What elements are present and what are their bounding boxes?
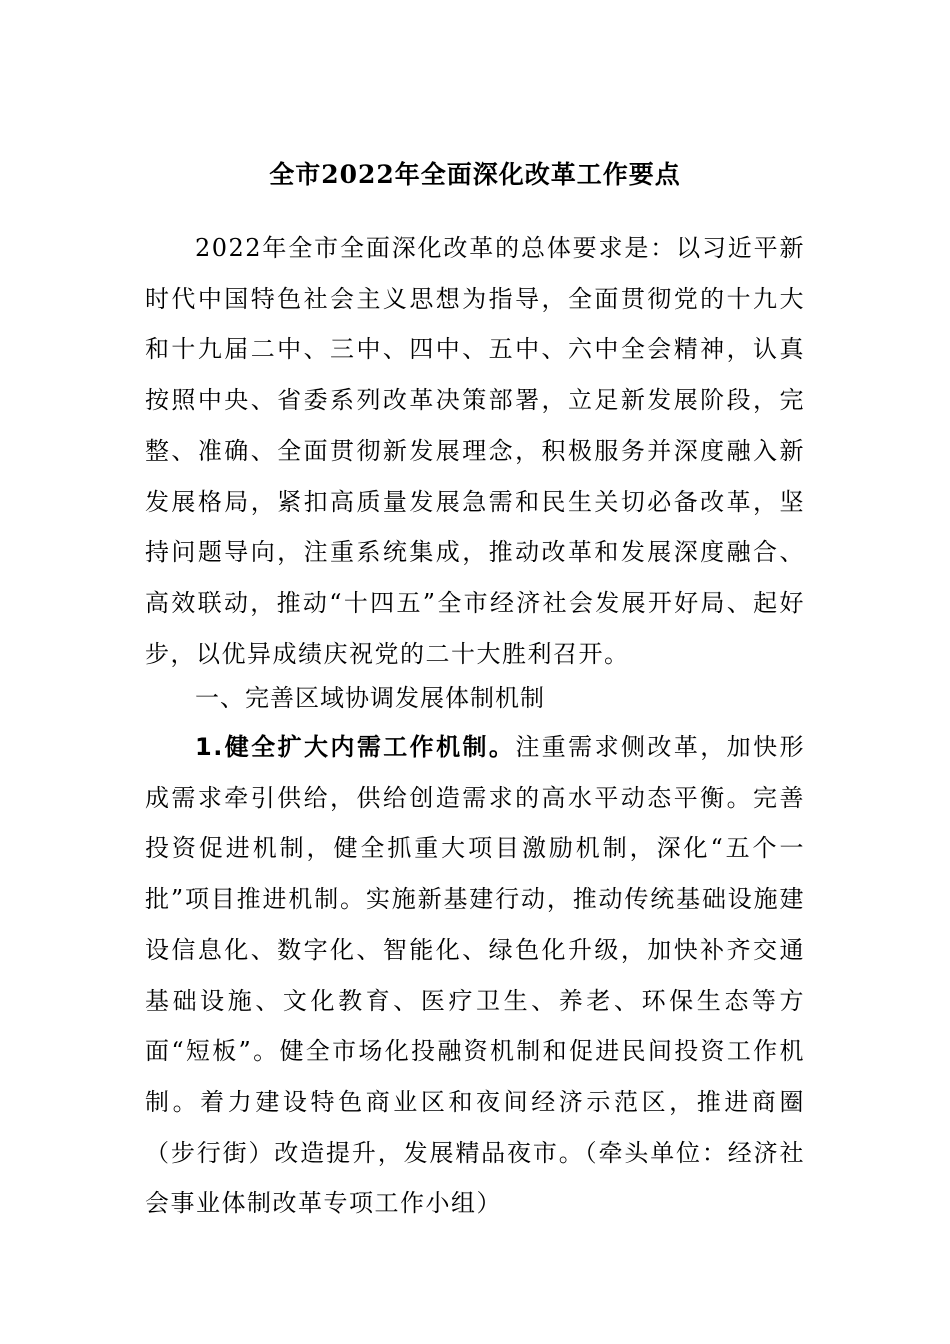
item-body: 注重需求侧改革，加快形成需求牵引供给，供给创造需求的高水平动态平衡。完善投资促进机制，健全抓重大项目激励机制，深化“五个一批”项目推进机制。实施新基建行动，推动传统基础设施建设信息化、数字化、智能化、绿色化升级，加快补齐交通基础设施、文化教育、医疗卫生、养老、环保生态等方面“短板”。健全市场化投融资机制和促进民间投资工作机制。着力建设特色商业区和夜间经济示范区，推进商圈（步行街）改造提升，发展精品夜市。（牵头单位：经济社会事业体制改革专项工作小组） [145,733,805,1218]
section-heading: 一、完善区域协调发展体制机制 [195,684,545,712]
item-paragraph [145,722,805,1229]
item-lead: 1.健全扩大内需工作机制。 [195,733,516,761]
intro-paragraph: 2022年全市全面深化改革的总体要求是：以习近平新时代中国特色社会主义思想为指导，全面贯彻党的十九大和十九届二中、三中、四中、五中、六中全会精神，认真按照中央、省委系列改革决策部署，立足新发展阶段，完整、准确、全面贯彻新发展理念，积极服务并深度融入新发展格局，紧扣高质量发展急需和民生关切必备改革，坚持问题导向，注重系统集成，推动改革和发展深度融合、高效联动，推动“十四五”全市经济社会发展开好局、起好步，以优异成绩庆祝党的二十大胜利召开。 [145,234,805,668]
document-title: 全市2022年全面深化改革工作要点 [269,160,681,189]
